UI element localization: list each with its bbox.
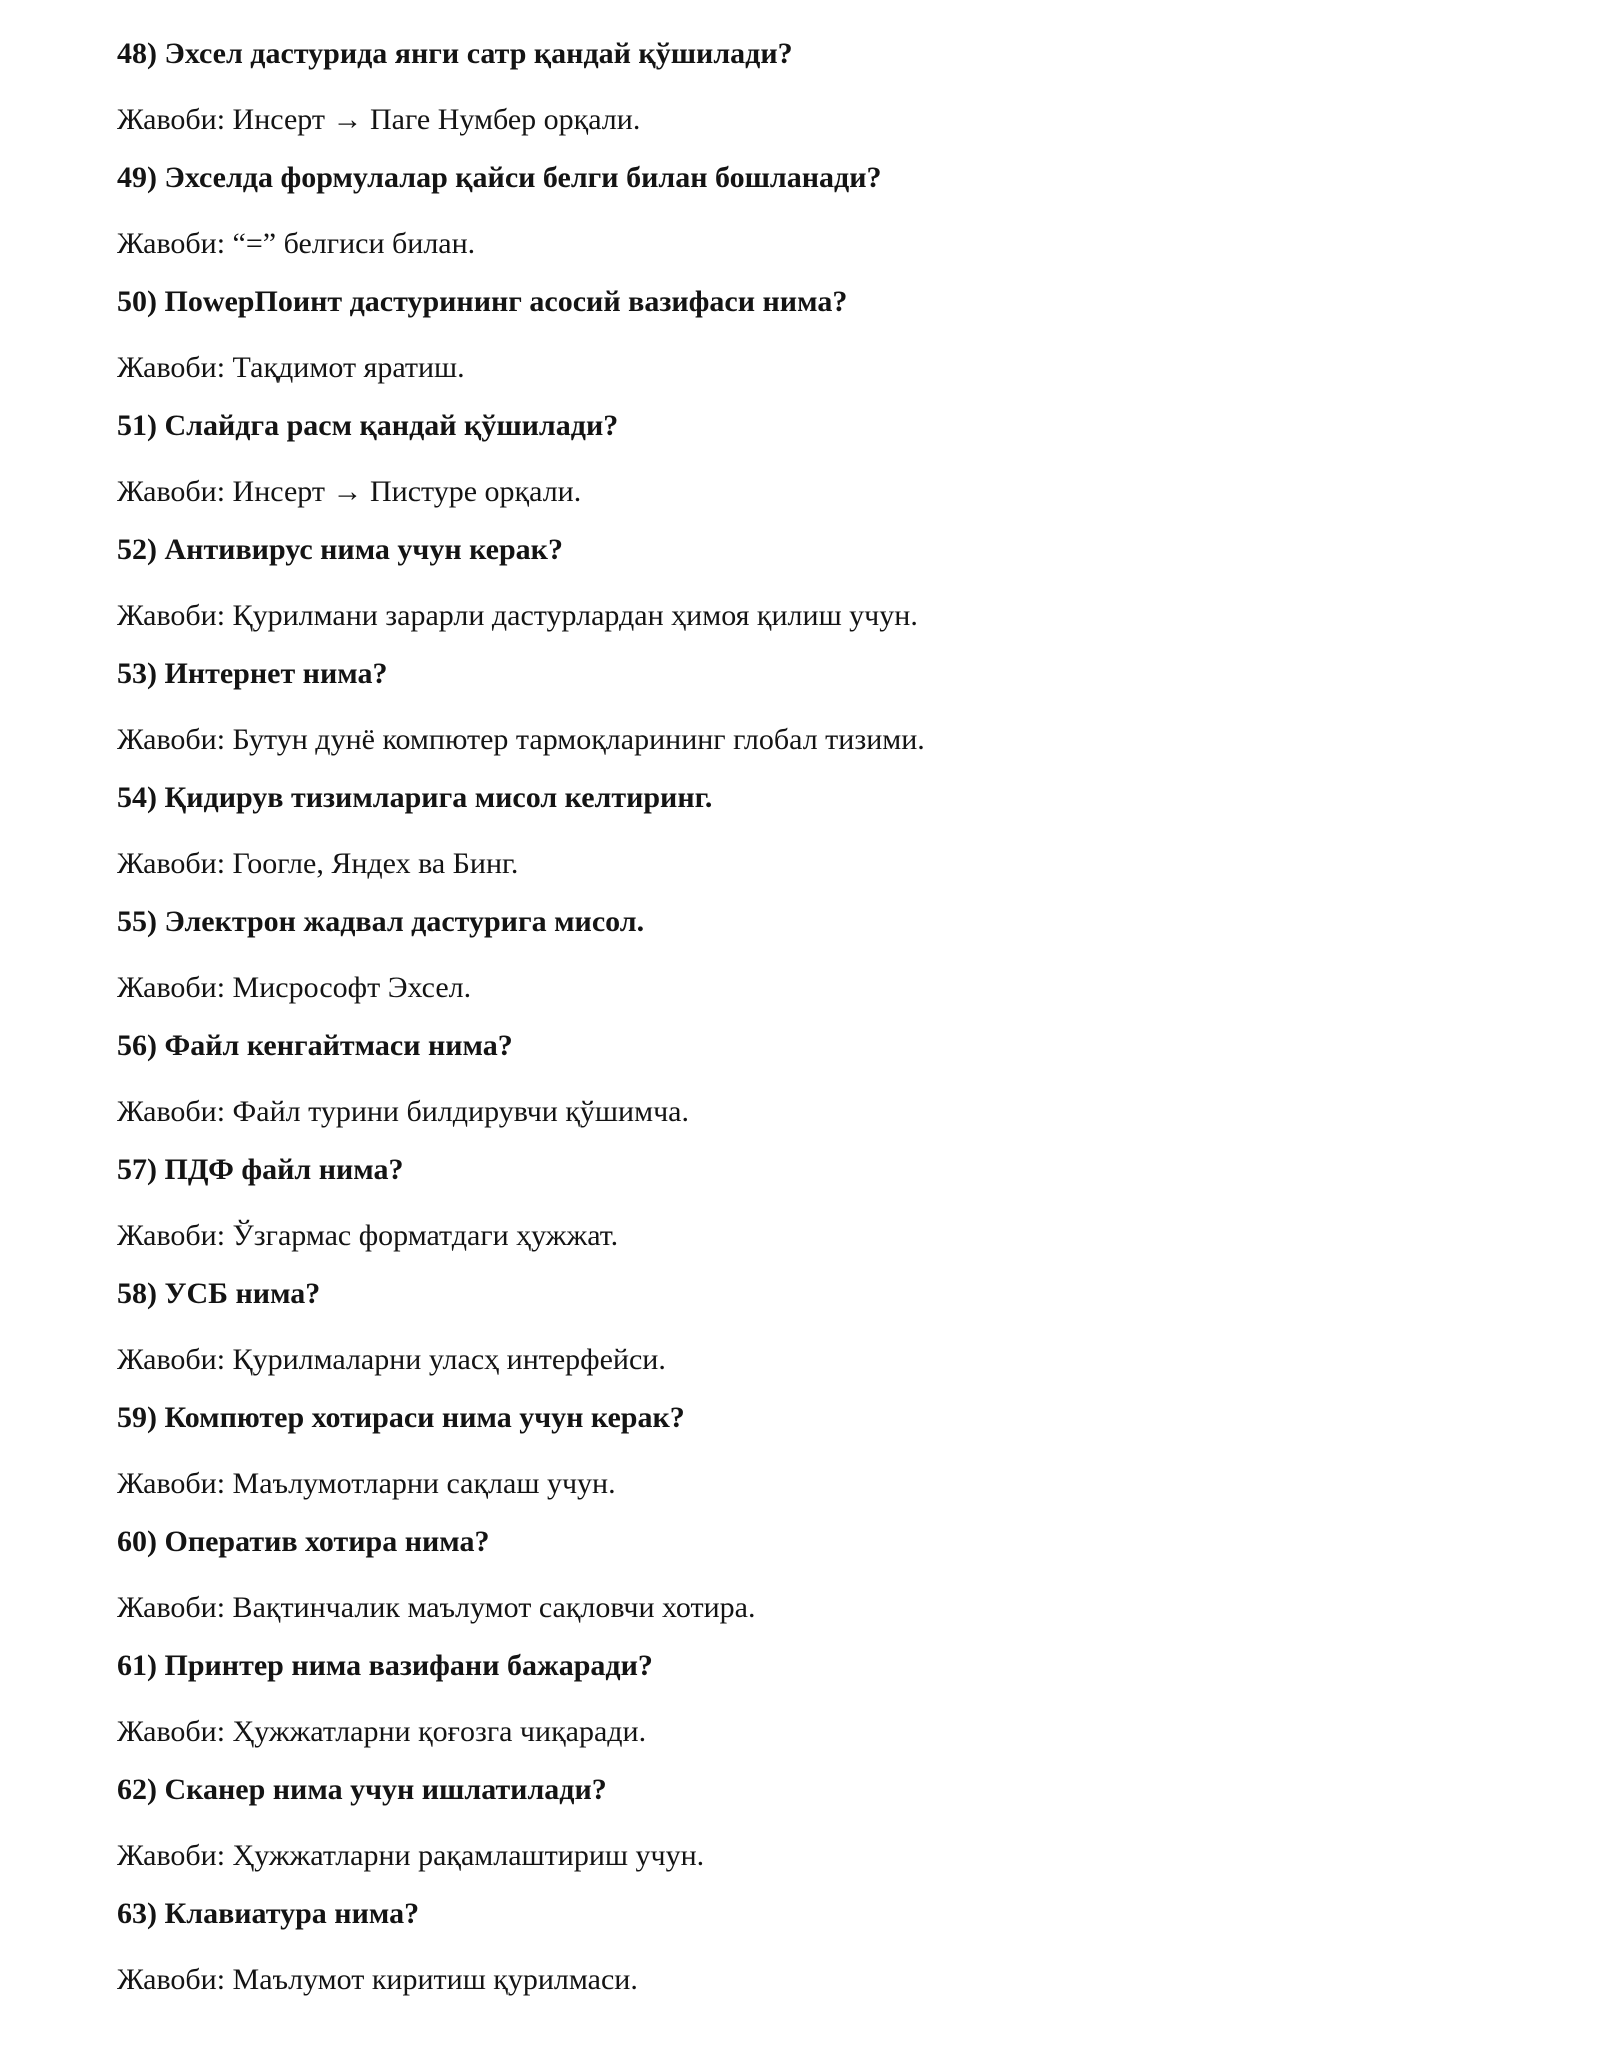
answer-text: Жавоби: Ўзгармас форматдаги ҳужжат.	[117, 1219, 619, 1252]
answer-text: Жавоби: Маълумотларни сақлаш учун.	[117, 1467, 616, 1500]
qa-item-56	[117, 1020, 1517, 1144]
qa-item-50	[117, 276, 1517, 400]
qa-item-59	[117, 1392, 1517, 1516]
qa-item-63	[117, 1888, 1517, 2012]
qa-item-58	[117, 1268, 1517, 1392]
question-text: 50) ПоwерПоинт дастурининг асосий вазифаси нима?	[117, 285, 848, 318]
qa-item-48	[117, 28, 1517, 152]
answer-text: Жавоби: Файл турини билдирувчи қўшимча.	[117, 1095, 689, 1128]
answer-text: Жавоби: “=” белгиси билан.	[117, 227, 476, 260]
qa-item-61	[117, 1640, 1517, 1764]
question-text: 53) Интернет нима?	[117, 657, 388, 690]
answer-text: Жавоби: Бутун дунё компютер тармоқларининг глобал тизими.	[117, 723, 925, 756]
qa-item-52	[117, 524, 1517, 648]
question-text: 56) Файл кенгайтмаси нима?	[117, 1029, 513, 1062]
question-answer-list	[117, 28, 1517, 2012]
qa-item-60	[117, 1516, 1517, 1640]
question-text: 52) Антивирус нима учун керак?	[117, 533, 563, 566]
answer-text: Жавоби: Вақтинчалик маълумот сақловчи хотира.	[117, 1591, 756, 1624]
question-text: 61) Принтер нима вазифани бажаради?	[117, 1649, 653, 1682]
answer-text: Жавоби: Мисрософт Эхсел.	[117, 971, 472, 1004]
answer-text: Жавоби: Инсерт → Пистуре орқали.	[117, 475, 582, 508]
question-text: 51) Слайдга расм қандай қўшилади?	[117, 409, 619, 442]
answer-text: Жавоби: Ҳужжатларни қоғозга чиқаради.	[117, 1715, 647, 1748]
question-text: 57) ПДФ файл нима?	[117, 1153, 404, 1186]
qa-item-54	[117, 772, 1517, 896]
answer-text: Жавоби: Тақдимот яратиш.	[117, 351, 465, 384]
question-text: 58) УСБ нима?	[117, 1277, 321, 1310]
question-text: 59) Компютер хотираси нима учун керак?	[117, 1401, 685, 1434]
answer-text: Жавоби: Ҳужжатларни рақамлаштириш учун.	[117, 1839, 705, 1872]
qa-item-62	[117, 1764, 1517, 1888]
qa-item-53	[117, 648, 1517, 772]
question-text: 62) Сканер нима учун ишлатилади?	[117, 1773, 607, 1806]
answer-text: Жавоби: Инсерт → Паге Нумбер орқали.	[117, 103, 641, 136]
question-text: 55) Электрон жадвал дастурига мисол.	[117, 905, 645, 938]
answer-text: Жавоби: Гоогле, Яндех ва Бинг.	[117, 847, 519, 880]
qa-item-55	[117, 896, 1517, 1020]
question-text: 60) Оператив хотира нима?	[117, 1525, 490, 1558]
question-text: 54) Қидирув тизимларига мисол келтиринг.	[117, 781, 713, 814]
question-text: 63) Клавиатура нима?	[117, 1897, 420, 1930]
answer-text: Жавоби: Қурилмани зарарли дастурлардан ҳимоя қилиш учун.	[117, 599, 918, 632]
answer-text: Жавоби: Қурилмаларни уласҳ интерфейси.	[117, 1343, 666, 1376]
answer-text: Жавоби: Маълумот киритиш қурилмаси.	[117, 1963, 638, 1996]
qa-item-51	[117, 400, 1517, 524]
question-text: 48) Эхсел дастурида янги сатр қандай қўшилади?	[117, 37, 793, 70]
qa-item-57	[117, 1144, 1517, 1268]
question-text: 49) Эхселда формулалар қайси белги билан бошланади?	[117, 161, 882, 194]
qa-item-49	[117, 152, 1517, 276]
